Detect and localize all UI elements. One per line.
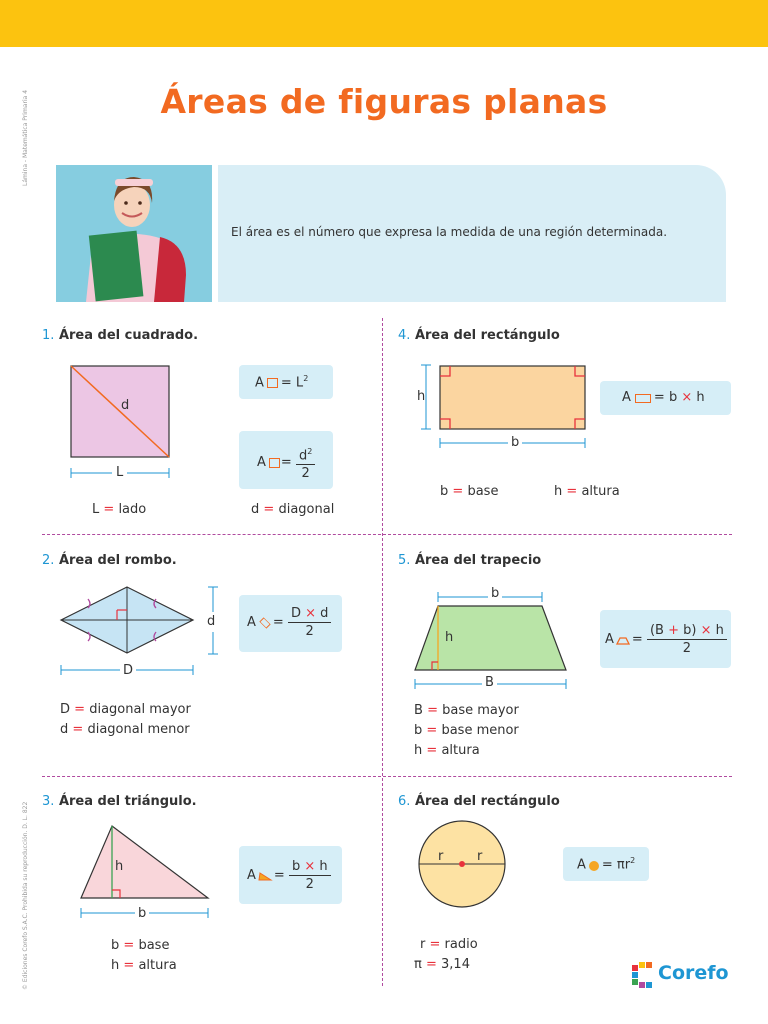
- circle-radius-label-1: r: [438, 849, 444, 864]
- legend-text: diagonal menor: [87, 722, 190, 737]
- rectangle-figure: [412, 360, 592, 450]
- corefo-logo-icon: [632, 962, 656, 988]
- legend-line-1: [414, 701, 519, 721]
- fraction-term-1: D: [290, 606, 301, 621]
- square-icon: [269, 458, 280, 468]
- fraction-times: ×: [305, 606, 317, 621]
- formula-equals: =: [273, 868, 285, 883]
- rhombus-icon: [259, 617, 270, 628]
- legend-text: base menor: [441, 723, 519, 738]
- legend-equals: =: [566, 484, 578, 499]
- section-6-title-text: Área del rectángulo: [414, 794, 560, 809]
- section-3-title-text: Área del triángulo.: [58, 794, 197, 809]
- page-title: Áreas de figuras planas: [160, 82, 608, 121]
- intro-text: El área es el número que expresa la medida de una región determinada.: [231, 225, 668, 239]
- legend-text: lado: [118, 502, 147, 517]
- legend-text: 3,14: [441, 957, 470, 972]
- side-caption-bottom: © Ediciones Corefo S.A.C. Prohibida su reproducción. D. L. 822: [22, 801, 29, 990]
- section-1-number: 1.: [42, 328, 55, 343]
- legend-text: radio: [444, 937, 478, 952]
- square-legend-1: [92, 500, 146, 520]
- square-side-label: L: [112, 464, 127, 482]
- square-legend-2: [251, 500, 334, 520]
- square-icon: [267, 378, 278, 388]
- horizontal-divider-1: [42, 534, 732, 535]
- fraction-numerator: d: [298, 448, 308, 464]
- rhombus-figure: [55, 582, 225, 682]
- legend-line-2: [414, 955, 478, 975]
- rectangle-formula: [600, 381, 731, 415]
- legend-equals: =: [429, 937, 441, 952]
- formula-area-symbol: A: [577, 857, 586, 873]
- legend-equals: =: [425, 957, 437, 972]
- square-diagonal-label: d: [121, 398, 130, 413]
- formula-equals: =: [272, 615, 284, 630]
- formula-fraction: [647, 622, 727, 657]
- rectangle-legend-1: [440, 482, 498, 502]
- fraction-denominator: 2: [301, 466, 310, 482]
- section-1-title: [42, 328, 198, 343]
- legend-line-2: [414, 721, 519, 741]
- fraction-term-2: b): [683, 623, 697, 638]
- legend-equals: =: [427, 703, 438, 718]
- formula-height: h: [696, 390, 705, 405]
- trapezoid-major-base-label: B: [482, 674, 497, 692]
- section-3-number: 3.: [42, 794, 55, 809]
- formula-exponent: 2: [303, 374, 309, 383]
- legend-text: diagonal: [278, 502, 335, 517]
- legend-equals: =: [123, 958, 135, 973]
- legend-text: altura: [581, 484, 620, 499]
- rectangle-icon: [635, 394, 651, 403]
- formula-fraction: [296, 443, 315, 482]
- section-2-title: [42, 553, 177, 568]
- formula-equals-pi-r: = πr: [601, 857, 631, 873]
- legend-symbol: r: [420, 937, 426, 952]
- formula-area-symbol: A: [257, 455, 266, 471]
- formula-base: b: [668, 390, 678, 405]
- legend-equals: =: [74, 702, 86, 717]
- section-6-title: [398, 794, 560, 809]
- formula-equals: =: [631, 632, 643, 647]
- formula-equals: =: [653, 390, 665, 405]
- formula-area-symbol: A: [622, 390, 631, 405]
- circle-legend: [414, 935, 478, 975]
- intro-panel: [56, 165, 726, 302]
- legend-symbol: B: [414, 703, 423, 718]
- side-caption-top: Lámina - Matemática Primaria 4: [22, 89, 29, 186]
- trapezoid-formula: [600, 610, 731, 668]
- legend-symbol: π: [414, 957, 422, 972]
- legend-text: base mayor: [442, 703, 519, 718]
- section-2-title-text: Área del rombo.: [58, 553, 177, 568]
- rectangle-base-label: b: [508, 433, 522, 453]
- triangle-icon: [258, 872, 272, 881]
- circle-radius-label-2: r: [477, 849, 483, 864]
- legend-symbol: d: [251, 502, 260, 517]
- fraction-term-1: (B: [649, 623, 664, 638]
- fraction-times: ×: [304, 859, 316, 874]
- square-figure: [62, 360, 202, 490]
- rectangle-height-label: h: [417, 387, 425, 407]
- fraction-denominator: 2: [305, 877, 314, 892]
- section-5-title-text: Área del trapecio: [414, 553, 542, 568]
- formula-area-symbol: A: [247, 868, 256, 883]
- rhombus-legend: [60, 700, 191, 740]
- legend-symbol: h: [414, 743, 423, 758]
- vertical-divider: [382, 318, 383, 986]
- triangle-base-label: b: [135, 905, 149, 923]
- fraction-times: ×: [700, 623, 712, 638]
- formula-exponent: 2: [630, 856, 636, 865]
- legend-equals: =: [123, 938, 135, 953]
- fraction-term-1: b: [291, 859, 301, 874]
- section-6-number: 6.: [398, 794, 411, 809]
- legend-symbol: b: [111, 938, 120, 953]
- fraction-term-2: d: [320, 606, 329, 621]
- section-5-title: [398, 553, 541, 568]
- section-3-title: [42, 794, 197, 809]
- circle-formula: [563, 847, 649, 881]
- legend-symbol: L: [92, 502, 100, 517]
- triangle-legend: [111, 936, 177, 976]
- legend-text: altura: [138, 958, 177, 973]
- horizontal-divider-2: [42, 776, 732, 777]
- fraction-denominator: 2: [682, 641, 692, 656]
- legend-line-1: [414, 935, 478, 955]
- formula-equals-l: = L: [280, 375, 304, 391]
- fraction-term-2: h: [319, 859, 328, 874]
- legend-equals: =: [263, 502, 275, 517]
- legend-equals: =: [103, 502, 115, 517]
- formula-fraction: [288, 605, 331, 640]
- legend-line-2: [60, 720, 191, 740]
- fraction-exponent: 2: [307, 447, 313, 456]
- section-5-number: 5.: [398, 553, 411, 568]
- photo-divider: [212, 165, 218, 302]
- girl-photo: [56, 165, 212, 302]
- circle-figure: [416, 820, 516, 920]
- trapezoid-icon: [616, 637, 630, 645]
- formula-fraction: [289, 858, 331, 893]
- legend-line-1: [60, 700, 191, 720]
- triangle-formula: [239, 846, 342, 904]
- trapezoid-minor-base-label: b: [488, 586, 502, 602]
- legend-line-2: [111, 956, 177, 976]
- legend-text: altura: [441, 743, 480, 758]
- rhombus-minor-label: d: [207, 612, 215, 632]
- legend-symbol: h: [554, 484, 563, 499]
- square-formula-2: [239, 431, 333, 489]
- legend-equals: =: [426, 743, 438, 758]
- corefo-logo-text: Corefo: [658, 962, 729, 984]
- legend-symbol: b: [414, 723, 423, 738]
- section-2-number: 2.: [42, 553, 55, 568]
- formula-area-symbol: A: [247, 615, 256, 630]
- section-4-title-text: Área del rectángulo: [414, 328, 560, 343]
- legend-symbol: D: [60, 702, 71, 717]
- formula-area-symbol: A: [605, 632, 614, 647]
- rhombus-formula: [239, 595, 342, 652]
- rhombus-major-label: D: [120, 661, 136, 681]
- legend-symbol: d: [60, 722, 69, 737]
- section-4-number: 4.: [398, 328, 411, 343]
- legend-symbol: h: [111, 958, 120, 973]
- section-1-title-text: Área del cuadrado.: [58, 328, 199, 343]
- rectangle-legend-2: [554, 482, 620, 502]
- section-4-title: [398, 328, 560, 343]
- trapezoid-legend: [414, 701, 519, 761]
- formula-equals: =: [280, 455, 292, 471]
- triangle-height-label: h: [115, 859, 124, 874]
- legend-text: diagonal mayor: [89, 702, 191, 717]
- formula-area-symbol: A: [255, 375, 264, 391]
- square-formula-1: [239, 365, 333, 399]
- legend-text: base: [138, 938, 170, 953]
- legend-line-1: [111, 936, 177, 956]
- legend-line-3: [414, 741, 519, 761]
- formula-times: ×: [681, 390, 693, 405]
- circle-icon: [589, 861, 599, 871]
- legend-equals: =: [426, 723, 438, 738]
- fraction-denominator: 2: [305, 624, 314, 639]
- top-color-bar: [0, 0, 768, 47]
- trapezoid-height-label: h: [445, 630, 454, 645]
- legend-text: base: [467, 484, 499, 499]
- legend-symbol: b: [440, 484, 449, 499]
- fraction-term-3: h: [715, 623, 724, 638]
- fraction-plus: +: [668, 623, 679, 638]
- legend-equals: =: [72, 722, 84, 737]
- legend-equals: =: [452, 484, 464, 499]
